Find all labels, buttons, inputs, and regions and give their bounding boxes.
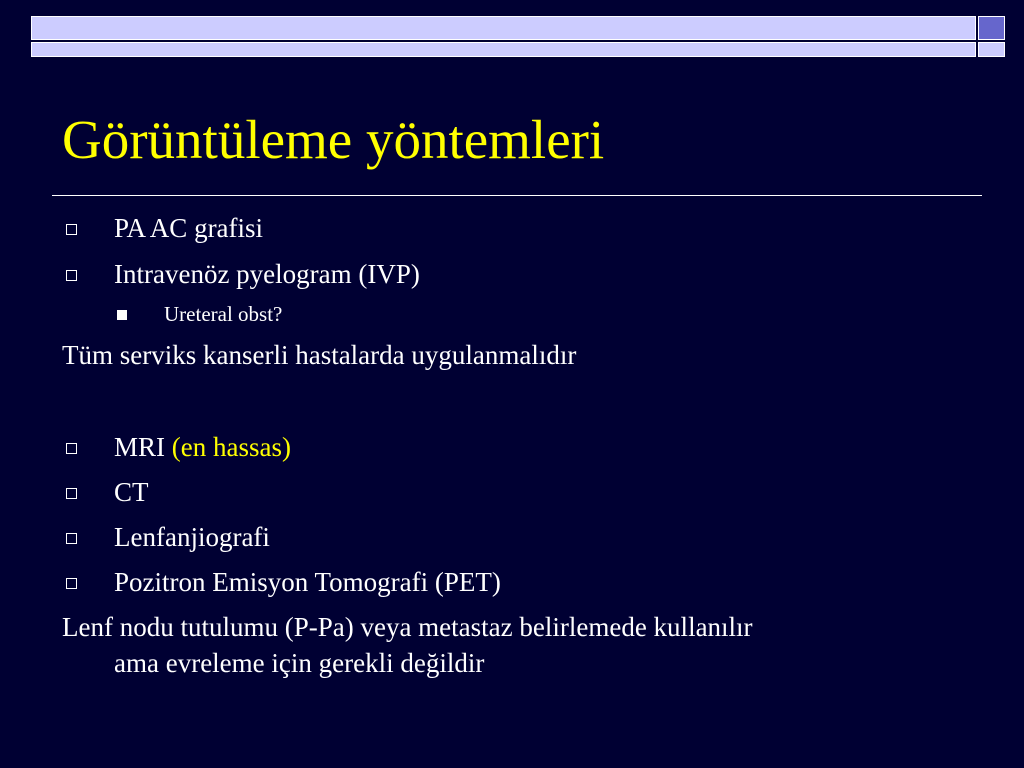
bullet-lenfanjiografi: Lenfanjiografi — [114, 522, 270, 552]
hollow-square-bullet-icon — [66, 443, 77, 454]
mri-label: MRI — [114, 432, 166, 462]
slide-title: Görüntüleme yöntemleri — [62, 109, 605, 170]
hollow-square-bullet-icon — [66, 224, 77, 235]
header-bar-top — [31, 16, 976, 40]
text-lenf-nodu-line1: Lenf nodu tutulumu (P-Pa) veya metastaz belirlemede kullanılır — [62, 612, 753, 642]
text-lenf-nodu-line2: ama evreleme için gerekli değildir — [114, 648, 485, 678]
text-tum-serviks: Tüm serviks kanserli hastalarda uygulanmalıdır — [62, 340, 577, 370]
hollow-square-bullet-icon — [66, 270, 77, 281]
hollow-square-bullet-icon — [66, 578, 77, 589]
bullet-pet: Pozitron Emisyon Tomografi (PET) — [114, 567, 501, 597]
header-square-top — [978, 16, 1005, 40]
bullet-mri — [114, 434, 291, 461]
bullet-ivp: Intravenöz pyelogram (IVP) — [114, 259, 420, 289]
sub-bullet-ureteral: Ureteral obst? — [164, 302, 283, 326]
bullet-ct: CT — [114, 477, 149, 507]
title-divider — [52, 195, 982, 196]
filled-square-bullet-icon — [117, 310, 127, 320]
hollow-square-bullet-icon — [66, 488, 77, 499]
mri-note: (en hassas) — [171, 432, 291, 462]
header-square-bottom — [978, 42, 1005, 57]
hollow-square-bullet-icon — [66, 533, 77, 544]
bullet-pa-ac: PA AC grafisi — [114, 213, 264, 243]
header-bar-bottom — [31, 42, 976, 57]
